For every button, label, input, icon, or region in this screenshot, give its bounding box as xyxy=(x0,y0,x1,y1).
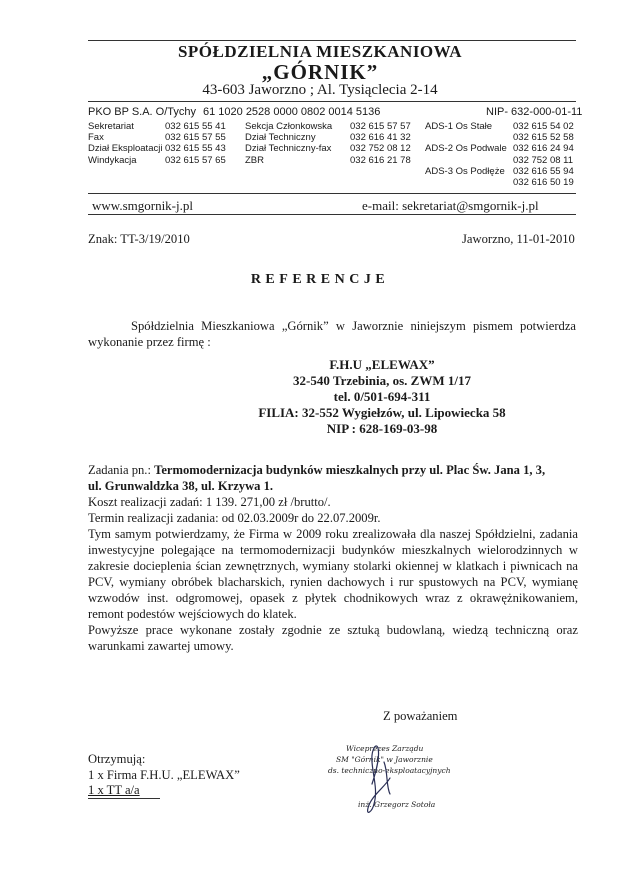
contact-label: ADS-3 Os Podłęże xyxy=(425,165,505,177)
contact-label: Windykacja xyxy=(88,154,137,166)
body-line: PCV, wymiany obróbek blacharskich, rynien dachowych i rur spustowych na PCV, wymianę xyxy=(88,575,578,589)
stamp-line-1: Wiceprezes Zarządu xyxy=(346,744,424,753)
company-address: 32-540 Trzebinia, os. ZWM 1/17 xyxy=(293,373,471,388)
contact-phone: 032 615 55 41 xyxy=(165,121,226,132)
contacts-rule xyxy=(88,193,576,194)
contact-phone: 032 752 08 12 xyxy=(350,143,411,155)
header-rule xyxy=(88,101,576,102)
contacts-col2-labels xyxy=(245,121,332,166)
place-date: Jaworzno, 11-01-2010 xyxy=(462,232,575,246)
company-name: F.H.U „ELEWAX” xyxy=(329,357,435,372)
recipient-item: 1 x Firma F.H.U. „ELEWAX” xyxy=(88,768,240,782)
org-address: 43-603 Jaworzno ; Al. Tysiąclecia 2-14 xyxy=(202,82,438,98)
contact-phone: 032 615 55 43 xyxy=(165,143,226,155)
company-phone: tel. 0/501-694-311 xyxy=(333,389,431,404)
body-line: wzwodów inst. odgromowej, opasek z płytek chodnikowych wraz z okrawężnikowaniem, xyxy=(88,591,578,605)
body-line: Powyższe prace wykonane zostały zgodnie ze sztuką budowlaną, wiedzą techniczną oraz xyxy=(88,623,578,637)
recipients-underline xyxy=(88,798,160,799)
contact-phone: 032 616 50 19 xyxy=(513,177,574,189)
top-rule xyxy=(88,40,576,41)
contact-phone: 032 616 24 94 xyxy=(513,143,574,155)
body-line: warunkami zawartej umowy. xyxy=(88,639,234,653)
contacts-col2-phones xyxy=(350,121,411,166)
bank-name: PKO BP S.A. O/Tychy xyxy=(88,106,197,118)
org-name-line1: SPÓŁDZIELNIA MIESZKANIOWA xyxy=(177,42,463,61)
intro-line-1: Spółdzielnia Mieszkaniowa „Górnik” w Jaworznie niniejszym pismem potwierdza xyxy=(131,319,576,333)
signature-stamp xyxy=(328,742,468,832)
company-branch: FILIA: 32-552 Wygiełzów, ul. Lipowiecka 58 xyxy=(258,405,506,420)
contact-phone: 032 616 55 94 xyxy=(513,165,574,177)
task-label: Zadania pn.: xyxy=(88,463,155,477)
intro-line-2: wykonanie przez firmę : xyxy=(88,335,211,349)
recipients-label: Otrzymują: xyxy=(88,752,146,766)
contact-label: ADS-1 Os Stałe xyxy=(425,121,493,132)
contact-label: Dział Eksploatacji xyxy=(88,143,163,155)
contact-phone: 032 616 21 78 xyxy=(350,154,411,166)
footer-rule xyxy=(88,214,576,215)
task-title: Termomodernizacja budynków mieszkalnych przy ul. Plac Św. Jana 1, 3, xyxy=(154,463,546,477)
company-nip: NIP : 628-169-03-98 xyxy=(326,421,438,436)
cost-line: Koszt realizacji zadań: 1 139. 271,00 zł /brutto/. xyxy=(88,495,331,509)
company-block xyxy=(182,357,582,437)
contact-phone: 032 615 52 58 xyxy=(513,132,574,144)
contact-phone: 032 615 57 57 xyxy=(350,121,411,132)
email-link[interactable]: e-mail: sekretariat@smgornik-j.pl xyxy=(362,198,539,213)
contact-label: Sekcja Członkowska xyxy=(245,121,333,132)
document-title: REFERENCJE xyxy=(250,272,390,287)
contacts-col3-labels xyxy=(425,121,507,177)
stamp-line-2: SM "Górnik" w Jaworznie xyxy=(336,755,433,764)
contact-phone: 032 615 57 55 xyxy=(165,132,226,144)
contact-phone: 032 615 54 02 xyxy=(513,121,574,132)
body-line: inwestycyjne polegające na termomodernizacji budynków mieszkalnych wielorodzinnych w xyxy=(88,543,578,557)
body-line: zakresie docieplenia ścian zewnętrznych, wymiany stolarki okiennej w klatkach i piwnicach na xyxy=(88,559,578,573)
contact-label: ZBR xyxy=(245,154,264,166)
nip: NIP- 632-000-01-11 xyxy=(486,106,583,118)
contact-label: ADS-2 Os Podwale xyxy=(425,143,507,155)
body-line: remont podestów wejściowych do klatek. xyxy=(88,607,297,621)
stamp-name: inż. Grzegorz Sotoła xyxy=(358,800,436,809)
stamp-line-3: ds. techniczno-eksploatacyjnych xyxy=(328,766,451,775)
body-paragraph xyxy=(88,526,578,654)
contact-label: Dział Techniczny-fax xyxy=(245,143,332,155)
contact-label: Fax xyxy=(88,132,104,144)
contact-phone: 032 615 57 65 xyxy=(165,154,226,166)
closing-phrase: Z poważaniem xyxy=(383,709,458,723)
handwritten-signature xyxy=(328,742,468,832)
contact-label: Dział Techniczny xyxy=(245,132,316,144)
contact-phone: 032 616 41 32 xyxy=(350,132,411,144)
reference-number: Znak: TT-3/19/2010 xyxy=(88,232,190,246)
term-line: Termin realizacji zadania: od 02.03.2009r do 22.07.2009r. xyxy=(88,511,381,525)
body-line: Tym samym potwierdzamy, że Firma w 2009 roku zrealizowała dla naszej Spółdzielni, zadania xyxy=(88,527,578,541)
contacts-col3-phones xyxy=(513,121,574,188)
contact-phone: 032 752 08 11 xyxy=(513,154,574,166)
contact-label: Sekretariat xyxy=(88,121,134,132)
contacts-col1-phones xyxy=(165,121,226,166)
org-name-line2: „GÓRNIK” xyxy=(261,60,379,84)
bank-account: 61 1020 2528 0000 0802 0014 5136 xyxy=(203,106,381,118)
recipient-item: 1 x TT a/a xyxy=(88,783,140,797)
task-line-2: ul. Grunwaldzka 38, ul. Krzywa 1. xyxy=(88,479,274,493)
contacts-col1-labels xyxy=(88,121,162,166)
website-link[interactable]: www.smgornik-j.pl xyxy=(92,198,193,213)
task-line-1 xyxy=(88,462,578,478)
